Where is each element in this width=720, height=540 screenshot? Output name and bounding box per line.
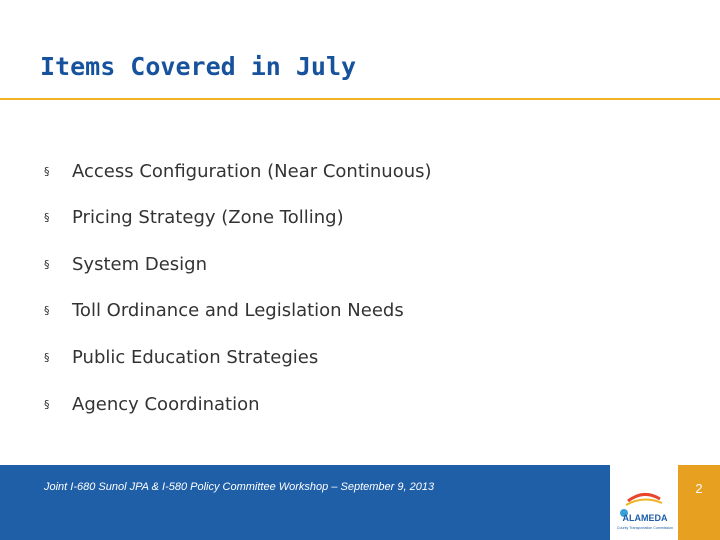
bullet-marker: §: [44, 304, 50, 317]
bullet-text: Pricing Strategy (Zone Tolling): [72, 207, 344, 228]
bullet-text: Access Configuration (Near Continuous): [72, 161, 432, 182]
bullet-marker: §: [44, 165, 50, 178]
list-item: [44, 204, 344, 232]
alameda-ctc-logo: [614, 487, 674, 537]
slide-footer: [0, 465, 720, 540]
list-item: [44, 297, 404, 325]
page-number-box: [678, 465, 720, 540]
bullet-text: Toll Ordinance and Legislation Needs: [72, 300, 404, 321]
bullet-text: Public Education Strategies: [72, 347, 319, 368]
logo-subtext: County Transportation Commission: [616, 526, 674, 530]
bullet-marker: §: [44, 211, 50, 224]
bullet-marker: §: [44, 351, 50, 364]
slide-title: Items Covered in July: [40, 52, 357, 81]
logo-name: ALAMEDA: [622, 513, 668, 523]
list-item: [44, 344, 318, 372]
footer-text: Joint I-680 Sunol JPA & I-580 Policy Committee Workshop – September 9, 2013: [44, 481, 435, 493]
page-number: 2: [695, 481, 703, 496]
list-item: [44, 391, 260, 419]
title-divider: [0, 98, 720, 100]
footer-bar: [0, 465, 610, 540]
bullet-marker: §: [44, 398, 50, 411]
bullet-text: Agency Coordination: [72, 394, 260, 415]
list-item: [44, 158, 432, 186]
bullet-text: System Design: [72, 254, 207, 275]
list-item: [44, 251, 207, 279]
bullet-marker: §: [44, 258, 50, 271]
